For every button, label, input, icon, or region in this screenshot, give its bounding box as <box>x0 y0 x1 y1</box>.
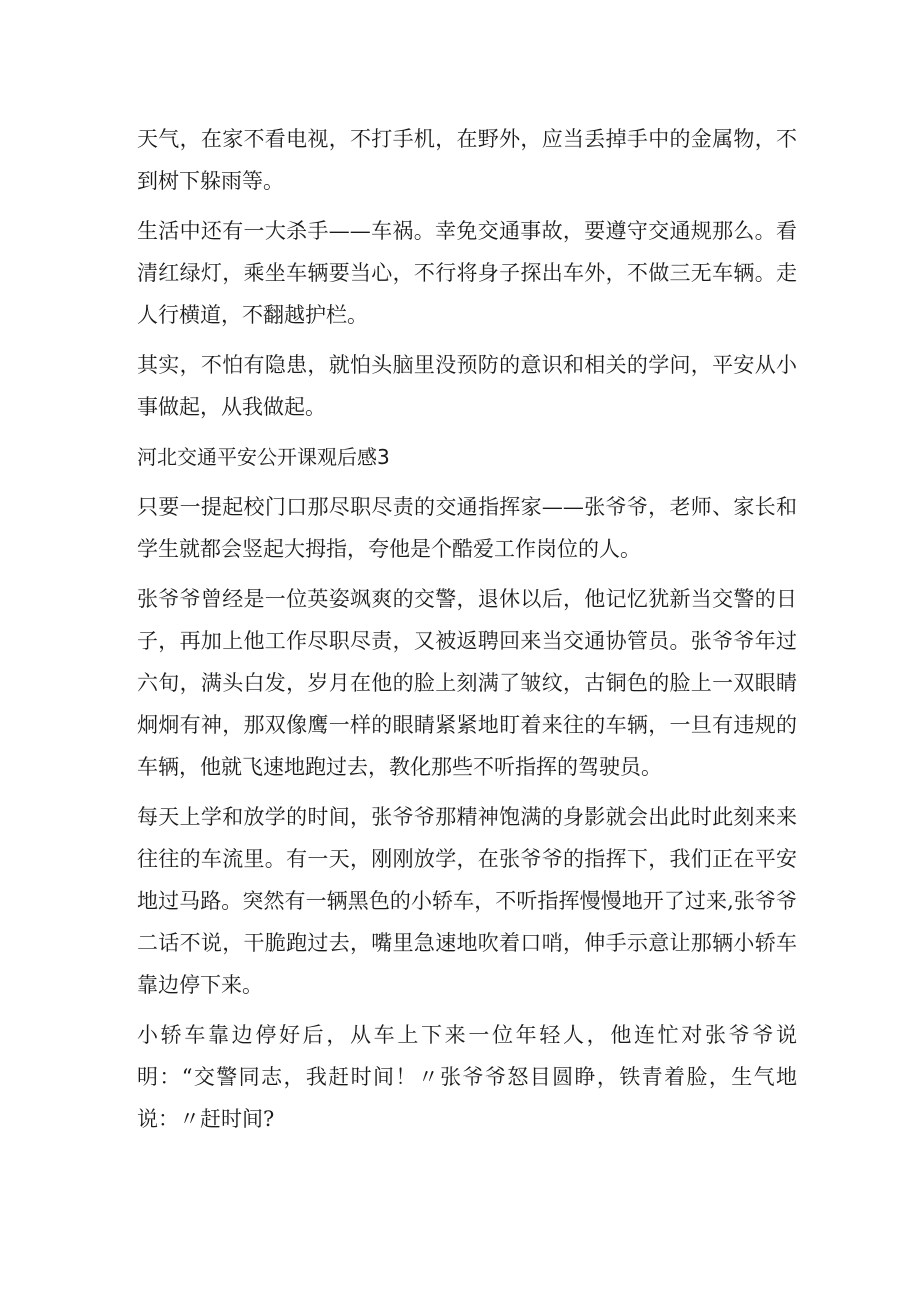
paragraph-safety-awareness: 其实，不怕有隐患，就怕头脑里没预防的意识和相关的学问，平安从小事做起，从我做起。 <box>137 353 797 419</box>
paragraph-daily-duty: 每天上学和放学的时间，张爷爷那精神饱满的身影就会出此时此刻来来往往的车流里。有一天，刚刚放学，在张爷爷的指挥下，我们正在平安地过马路。突然有一辆黑色的小轿车，不听指挥慢慢地开了过来,张爷爷二话不说，干脆跑过去，嘴里急速地吹着口哨，伸手示意让那辆小轿车靠边停下来。 <box>137 805 797 997</box>
paragraph-grandpa-intro: 只要一提起校门口那尽职尽责的交通指挥家——张爷爷，老师、家长和学生就都会竖起大拇指，夸他是个酷爱工作岗位的人。 <box>137 495 797 561</box>
section-heading: 河北交通平安公开课观后感3 <box>137 445 390 469</box>
paragraph-traffic-accidents: 生活中还有一大杀手——车祸。幸免交通事故，要遵守交通规那么。看清红绿灯，乘坐车辆要当心，不行将身子探出车外，不做三无车辆。走人行横道，不翻越护栏。 <box>137 219 797 327</box>
paragraph-driver-dialogue: 小轿车靠边停好后，从车上下来一位年轻人，他连忙对张爷爷说明：“交警同志，我赶时间！〃张爷爷怒目圆睁，铁青着脸，生气地说：〃赶时间? <box>137 1023 797 1131</box>
paragraph-grandpa-description: 张爷爷曾经是一位英姿飒爽的交警，退休以后，他记忆犹新当交警的日子，再加上他工作尽职尽责，又被返聘回来当交通协管员。张爷爷年过六旬，满头白发，岁月在他的脸上刻满了皱纹，古铜色的脸上一双眼睛炯炯有神，那双像鹰一样的眼睛紧紧地盯着来往的车辆，一旦有违规的车辆，他就飞速地跑过去，教化那些不听指挥的驾驶员。 <box>137 587 797 779</box>
paragraph-lightning-safety: 天气，在家不看电视，不打手机，在野外，应当丢掉手中的金属物，不到树下躲雨等。 <box>137 127 797 193</box>
document-body <box>137 118 797 1148</box>
